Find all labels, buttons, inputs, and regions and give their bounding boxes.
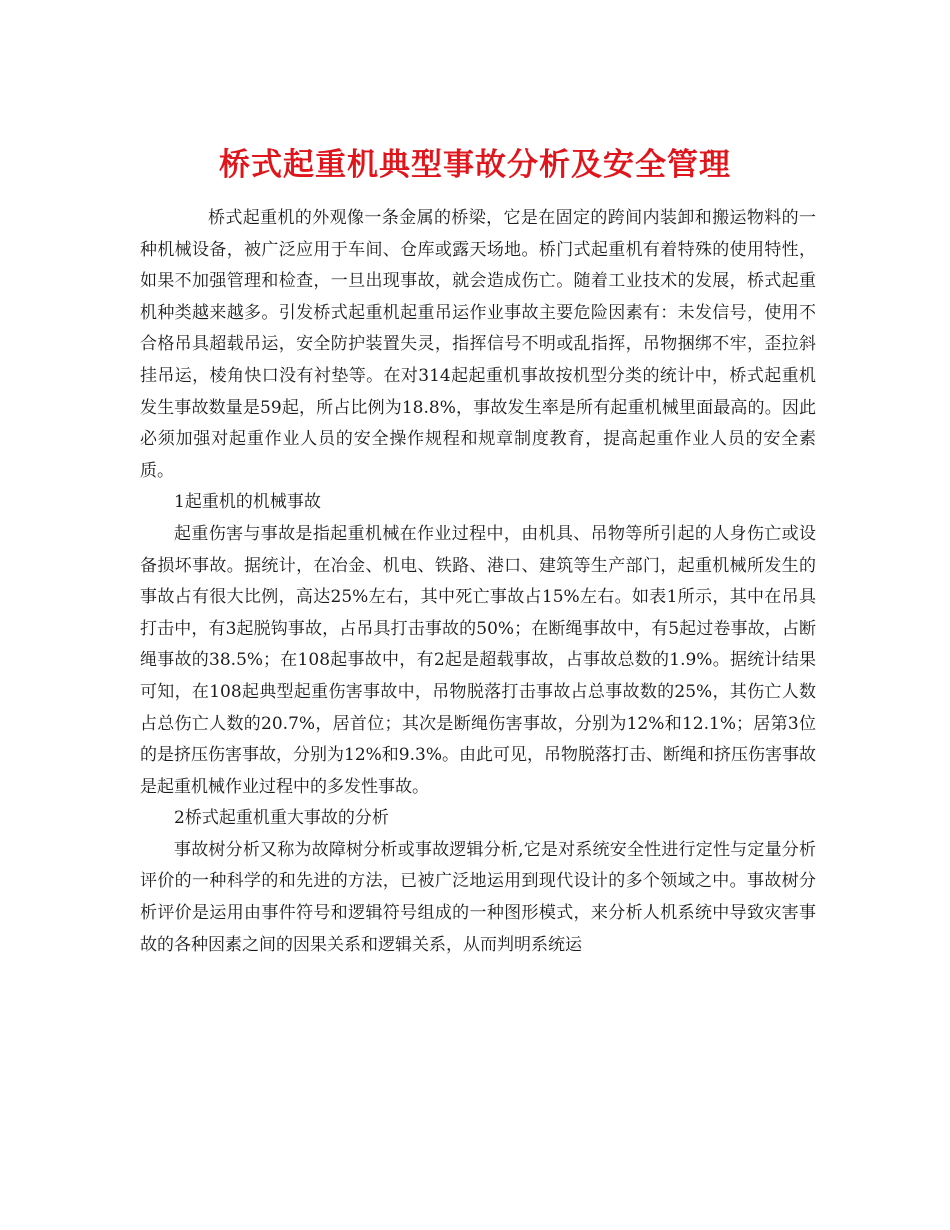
section-1-paragraph: 起重伤害与事故是指起重机械在作业过程中，由机具、吊物等所引起的人身伤亡或设备损坏事故。据统计，在冶金、机电、铁路、港口、建筑等生产部门，起重机械所发生的事故占有很大比例，高达25%左右，其中死亡事故占15%左右。如表1所示，其中在吊具打击中，有3起脱钩事故，占吊具打击事故的50%；在断绳事故中，有5起过卷事故，占断绳事故的38.5%；在108起事故中，有2起是超载事故，占事故总数的1.9%。据统计结果可知，在108起典型起重伤害事故中，吊物脱落打击事故占总事故数的25%，其伤亡人数占总伤亡人数的20.7%，居首位；其次是断绳伤害事故，分别为12%和12.1%；居第3位的是挤压伤害事故，分别为12%和9.3%。由此可见，吊物脱落打击、断绳和挤压伤害事故是起重机械作业过程中的多发性事故。 bbox=[140, 523, 816, 797]
document-body bbox=[140, 203, 816, 961]
section-2-heading: 2桥式起重机重大事故的分析 bbox=[174, 808, 389, 829]
intro-paragraph: 桥式起重机的外观像一条金属的桥梁，它是在固定的跨间内装卸和搬运物料的一种机械设备，被广泛应用于车间、仓库或露天场地。桥门式起重机有着特殊的使用特性，如果不加强管理和检查，一旦出现事故，就会造成伤亡。随着工业技术的发展，桥式起重机种类越来越多。引发桥式起重机起重吊运作业事故主要危险因素有：未发信号，使用不合格吊具超载吊运，安全防护装置失灵，指挥信号不明或乱指挥，吊物捆绑不牢，歪拉斜挂吊运，棱角快口没有衬垫等。在对314起起重机事故按机型分类的统计中，桥式起重机发生事故数量是59起，所占比例为18.8%，事故发生率是所有起重机械里面最高的。因此必须加强对起重作业人员的安全操作规程和规章制度教育，提高起重作业人员的安全素质。 bbox=[140, 208, 816, 481]
document-title: 桥式起重机典型事故分析及安全管理 bbox=[219, 146, 731, 183]
section-2-paragraph: 事故树分析又称为故障树分析或事故逻辑分析,它是对系统安全性进行定性与定量分析评价的一种科学的和先进的方法，已被广泛地运用到现代设计的多个领域之中。事故树分析评价是运用由事件符号和逻辑符号组成的一种图形模式，来分析人机系统中导致灾害事故的各种因素之间的因果关系和逻辑关系，从而判明系统运 bbox=[140, 839, 816, 955]
section-1-heading: 1起重机的机械事故 bbox=[174, 492, 321, 513]
